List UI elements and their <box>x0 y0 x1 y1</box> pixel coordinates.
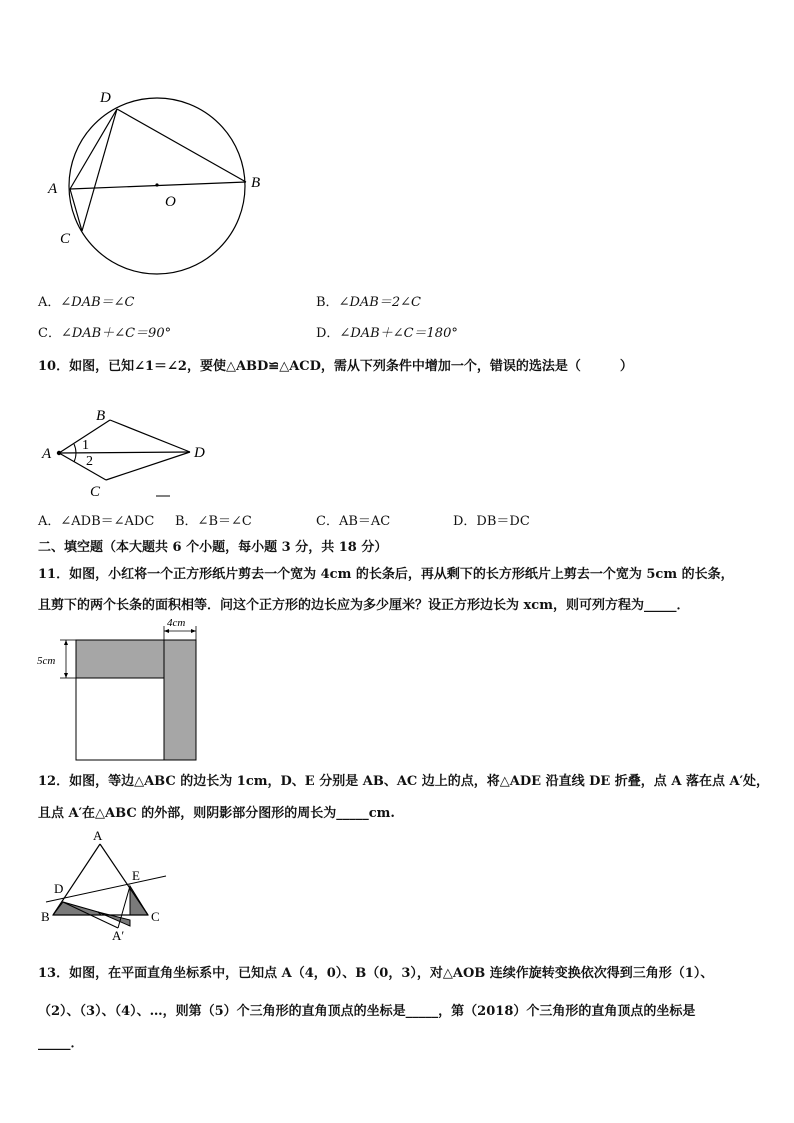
label-a: A <box>48 181 58 197</box>
segment-bd <box>110 420 190 452</box>
label-b: B <box>41 909 50 924</box>
q9-option-a <box>38 291 135 310</box>
q11-square-figure <box>36 614 206 764</box>
q9-option-d-text: ∠DAB＋∠C＝180° <box>339 326 458 341</box>
strip-top <box>76 640 164 678</box>
strip-right <box>164 640 196 760</box>
dim-4cm-arrow-r <box>191 629 196 633</box>
q13-line-2: （2）、（3）、（4）、…，则第（5）个三角形的直角顶点的坐标是_____，第（2018）个三角形的直角顶点的坐标是 <box>38 1004 696 1019</box>
label-d: D <box>194 445 205 461</box>
dim-5cm-arrow-t <box>64 640 68 645</box>
label-a: A <box>93 830 103 843</box>
q11-line-2: 且剪下的两个长条的面积相等．问这个正方形的边长应为多少厘米？设正方形边长为 xcm，则可列方程为_____． <box>38 598 690 613</box>
q9-option-c <box>38 322 171 341</box>
label-d: D <box>100 90 111 106</box>
q12-line-1: 12．如图，等边△ABC 的边长为 1cm，D、E 分别是 AB、AC 边上的点，将△ADE 沿直线 DE 折叠，点 A 落在点 A′处， <box>38 774 769 789</box>
q10-option-d: D．DB＝DC <box>453 514 530 529</box>
side-ab <box>53 844 100 915</box>
label-a: A <box>42 446 52 462</box>
q9-option-d <box>316 322 458 341</box>
label-c: C <box>151 909 160 924</box>
segment-ac <box>59 453 106 480</box>
q9-option-c-letter: C． <box>38 326 61 341</box>
dim-4cm-arrow-l <box>164 629 169 633</box>
q13-line-1: 13．如图，在平面直角坐标系中，已知点 A（4，0）、B（0，3），对△AOB 连续作旋转变换依次得到三角形（1）、 <box>38 966 714 981</box>
section-2-title: 二、填空题（本大题共 6 个小题，每小题 3 分，共 18 分） <box>38 540 388 555</box>
segment-db <box>117 109 246 182</box>
q12-triangle-figure <box>38 830 178 945</box>
center-dot <box>155 183 158 186</box>
label-5cm: 5cm <box>37 655 56 667</box>
q11-line-1: 11．如图，小红将一个正方形纸片剪去一个宽为 4cm 的长条后，再从剩下的长方形纸片上剪去一个宽为 5cm 的长条， <box>38 567 734 582</box>
segment-dc <box>82 109 117 231</box>
dim-5cm-arrow-b <box>64 673 68 678</box>
q10-kite-figure <box>38 400 228 500</box>
q10-option-a: A．∠ADB＝∠ADC <box>38 514 155 529</box>
q10-option-b: B．∠B＝∠C <box>175 514 252 529</box>
q9-option-a-text: ∠DAB＝∠C <box>60 295 135 310</box>
label-c: C <box>60 231 71 247</box>
q9-option-b-text: ∠DAB＝2∠C <box>338 295 421 310</box>
q9-option-d-letter: D． <box>316 326 340 341</box>
label-o: O <box>165 194 176 210</box>
point-a <box>57 451 61 455</box>
label-b: B <box>251 175 261 191</box>
q10-stem: 10．如图，已知∠1＝∠2，要使△ABD≌△ACD，需从下列条件中增加一个，错误的选法是（ ） <box>38 359 633 374</box>
q9-option-b <box>316 291 421 310</box>
label-angle-1: 1 <box>82 438 89 453</box>
segment-cd <box>106 452 190 480</box>
q13-line-3: _____． <box>38 1036 84 1051</box>
label-b: B <box>96 408 106 424</box>
q9-circle-figure <box>40 85 280 285</box>
label-e: E <box>132 868 140 883</box>
label-c: C <box>90 484 101 500</box>
label-a-prime: A′ <box>112 928 125 943</box>
fold-line-de <box>46 876 166 902</box>
q12-line-2: 且点 A′在△ABC 的外部，则阴影部分图形的周长为_____cm. <box>38 806 395 821</box>
q9-option-a-letter: A． <box>38 295 61 310</box>
label-d: D <box>54 881 64 896</box>
q9-option-c-text: ∠DAB＋∠C＝90° <box>60 326 172 341</box>
label-4cm: 4cm <box>167 617 186 629</box>
side-ac <box>100 844 148 915</box>
q10-option-c: C．AB＝AC <box>316 514 391 529</box>
segment-ad <box>59 452 190 453</box>
label-angle-2: 2 <box>86 454 93 469</box>
q9-option-b-letter: B． <box>316 295 339 310</box>
shade-middle <box>98 912 130 926</box>
